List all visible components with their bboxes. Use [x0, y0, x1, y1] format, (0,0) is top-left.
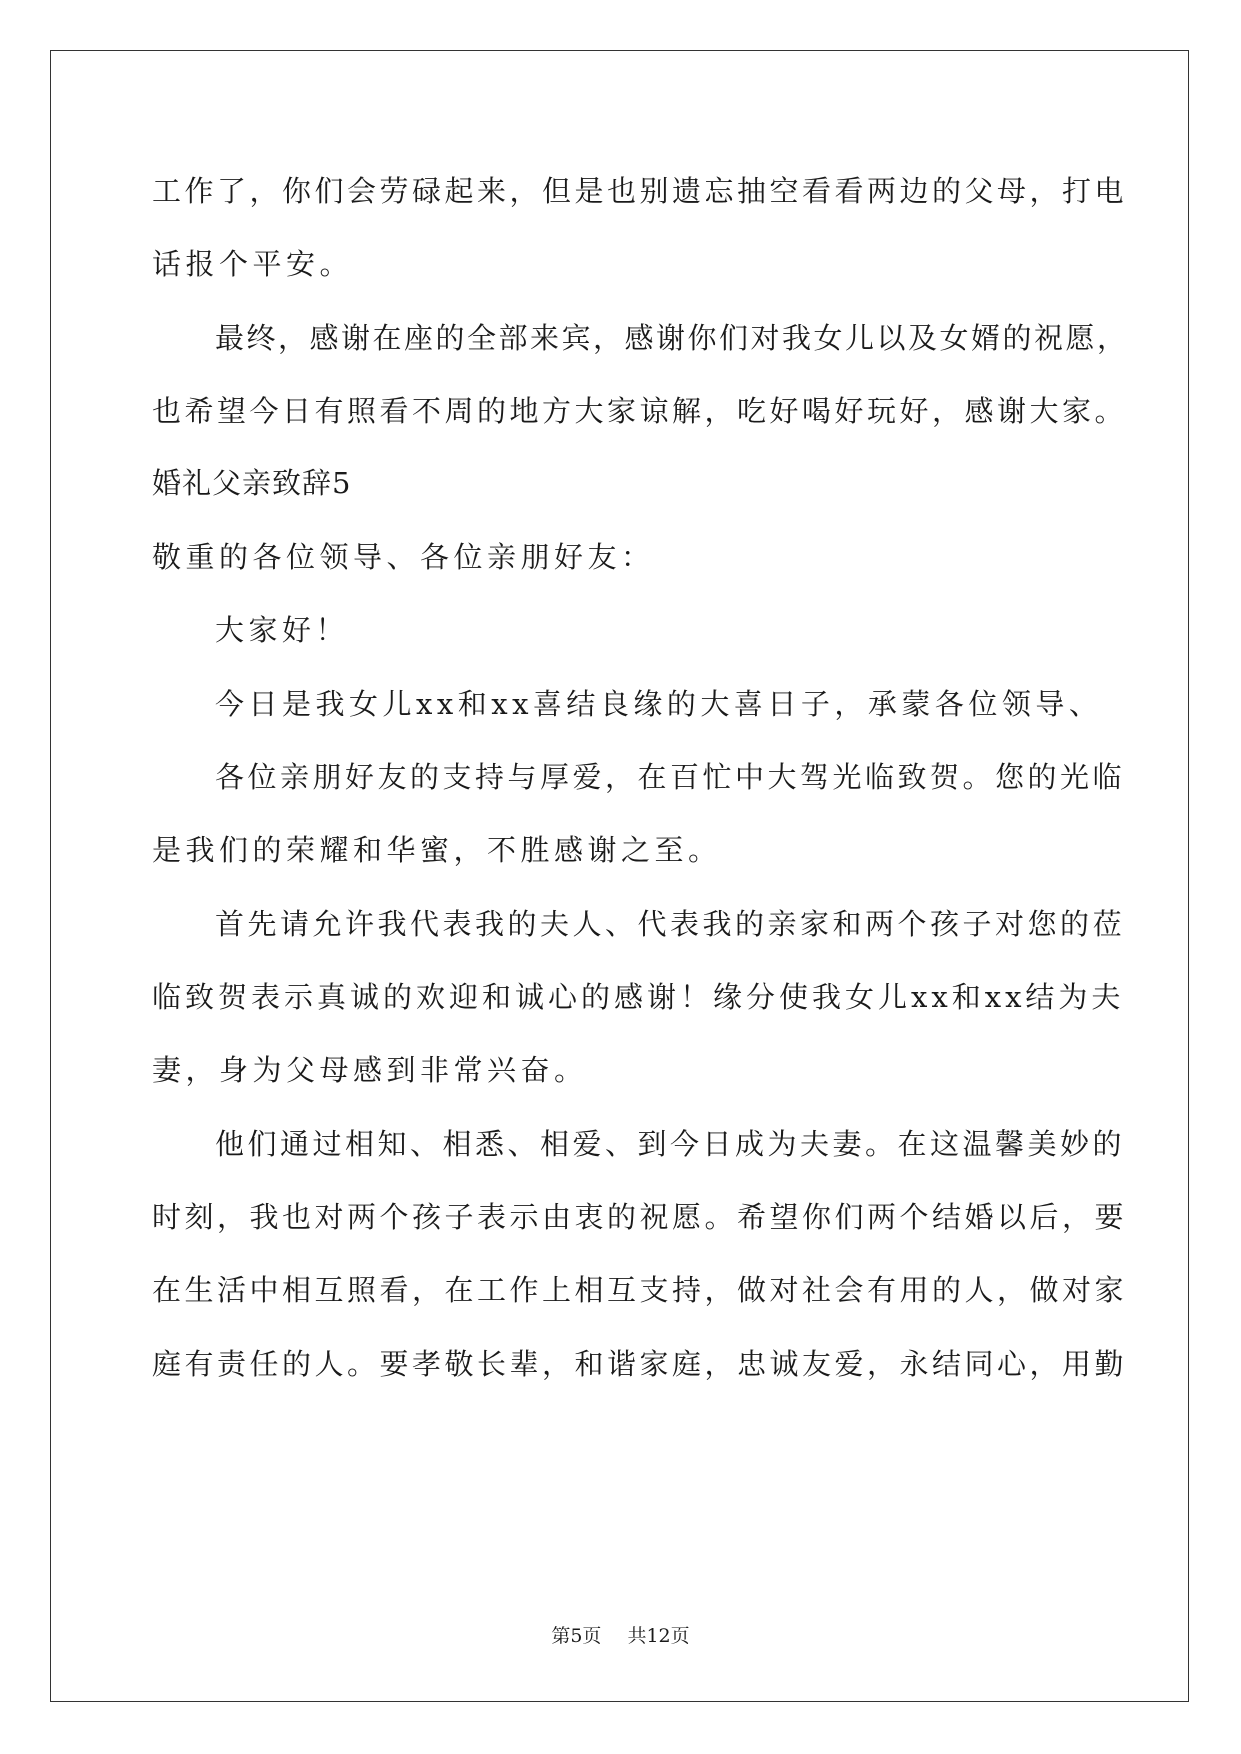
salutation: 敬重的各位领导、各位亲朋好友：	[152, 540, 655, 574]
paragraph-line: 妻，身为父母感到非常兴奋。	[152, 1053, 588, 1087]
paragraph-line: 今日是我女儿xx和xx喜结良缘的大喜日子，承蒙各位领导、	[215, 687, 1103, 721]
paragraph-line: 首先请允许我代表我的夫人、代表我的亲家和两个孩子对您的莅	[215, 907, 1126, 941]
paragraph-line: 话报个平安。	[152, 247, 354, 281]
paragraph-line: 他们通过相知、相悉、相爱、到今日成为夫妻。在这温馨美妙的	[215, 1127, 1126, 1161]
greeting: 大家好！	[215, 613, 350, 647]
paragraph-line: 也希望今日有照看不周的地方大家谅解，吃好喝好玩好，感谢大家。	[152, 394, 1128, 428]
paragraph-line: 最终，感谢在座的全部来宾，感谢你们对我女儿以及女婿的祝愿，	[215, 321, 1129, 355]
paragraph-line: 时刻，我也对两个孩子表示由衷的祝愿。希望你们两个结婚以后，要	[152, 1200, 1128, 1234]
section-heading: 婚礼父亲致辞5	[152, 466, 352, 500]
paragraph-line: 工作了，你们会劳碌起来，但是也别遗忘抽空看看两边的父母，打电	[152, 174, 1128, 208]
paragraph-line: 各位亲朋好友的支持与厚爱，在百忙中大驾光临致贺。您的光临	[215, 760, 1126, 794]
paragraph-line: 是我们的荣耀和华蜜，不胜感谢之至。	[152, 833, 722, 867]
page-total: 共12页	[627, 1625, 690, 1647]
paragraph-line: 在生活中相互照看，在工作上相互支持，做对社会有用的人，做对家	[152, 1273, 1128, 1307]
page-number: 第5页	[551, 1625, 602, 1647]
page-footer	[0, 1624, 1241, 1648]
paragraph-line: 庭有责任的人。要孝敬长辈，和谐家庭，忠诚友爱，永结同心，用勤	[152, 1347, 1128, 1381]
page-border	[50, 50, 1189, 1702]
paragraph-line: 临致贺表示真诚的欢迎和诚心的感谢！缘分使我女儿xx和xx结为夫	[152, 980, 1125, 1014]
